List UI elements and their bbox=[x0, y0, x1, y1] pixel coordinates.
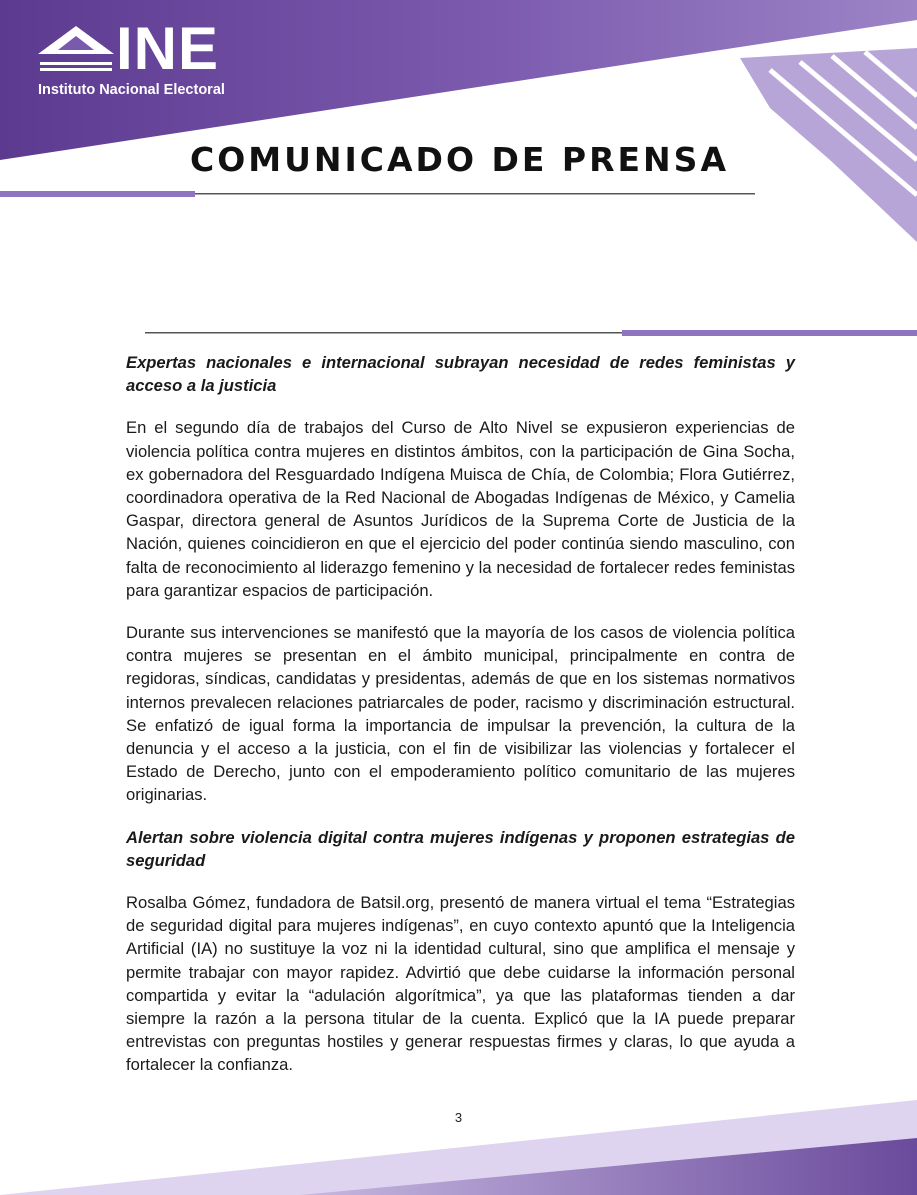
content-divider-accent bbox=[622, 330, 917, 336]
body-paragraph: Durante sus intervenciones se manifestó que la mayoría de los casos de violencia política contra mujeres se presentan en el ámbito municipal, principalmente en contra de regidoras, síndicas, candidatas y presidentas, además de que en los sistemas normativos internos prevalecen relaciones patriarcales de poder, racismo y discriminación estructural. Se enfatizó de igual forma la importancia de impulsar la prevención, la cultura de la denuncia y el acceso a la justicia, con el fin de visibilizar las violencias y fortalecer el Estado de Derecho, junto con el empoderamiento político comunitario de las mujeres originarias. bbox=[126, 623, 795, 805]
ine-logo bbox=[38, 15, 278, 106]
body-paragraph: En el segundo día de trabajos del Curso de Alto Nivel se expusieron experiencias de violencia política contra mujeres en distintos ámbitos, con la participación de Gina Socha, ex gobernadora del Resguardado Indígena Muisca de Chía, de Colombia; Flora Gutiérrez, coordinadora operativa de la Red Nacional de Abogadas Indígenas de México, y Camelia Gaspar, directora general de Asuntos Jurídicos de la Suprema Corte de Justicia de la Nación, quienes coincidieron en que el ejercicio del poder continúa siendo masculino, con falta de reconocimiento al liderazgo femenino y la necesidad de fortalecer redes feministas para garantizar espacios de participación. bbox=[126, 418, 795, 600]
header-right-panel bbox=[740, 48, 917, 242]
press-release-body bbox=[126, 351, 795, 1096]
section-heading: Alertan sobre violencia digital contra mujeres indígenas y proponen estrategias de seguridad bbox=[126, 827, 795, 870]
ine-logo-subtitle: Instituto Nacional Electoral bbox=[38, 82, 225, 98]
ine-logo-mark-icon bbox=[38, 26, 114, 72]
title-underline-line bbox=[195, 193, 755, 195]
section-heading: Expertas nacionales e internacional subrayan necesidad de redes feministas y acceso a la justicia bbox=[126, 353, 795, 396]
body-paragraph: Rosalba Gómez, fundadora de Batsil.org, presentó de manera virtual el tema “Estrategias de seguridad digital para mujeres indígenas”, en cuyo contexto apuntó que la Inteligencia Artificial (IA) no sustituye la voz ni la identidad cultural, sino que amplifica el mensaje y permite trabajar con mayor rapidez. Advirtió que debe cuidarse la información personal compartida y evitar la “adulación algorítmica”, ya que las plataformas tienden a dar siempre la razón a la persona titular de la cuenta. Explicó que la IA puede preparar entrevistas con preguntas hostiles y generar respuestas firmes y claras, lo que ayuda a fortalecer la confianza. bbox=[126, 893, 795, 1075]
ine-logo-wordmark: INE bbox=[116, 15, 220, 82]
content-divider-line bbox=[145, 332, 623, 334]
page-title: COMUNICADO DE PRENSA bbox=[190, 140, 729, 179]
page-number: 3 bbox=[454, 1110, 463, 1125]
title-underline-accent bbox=[0, 191, 195, 197]
